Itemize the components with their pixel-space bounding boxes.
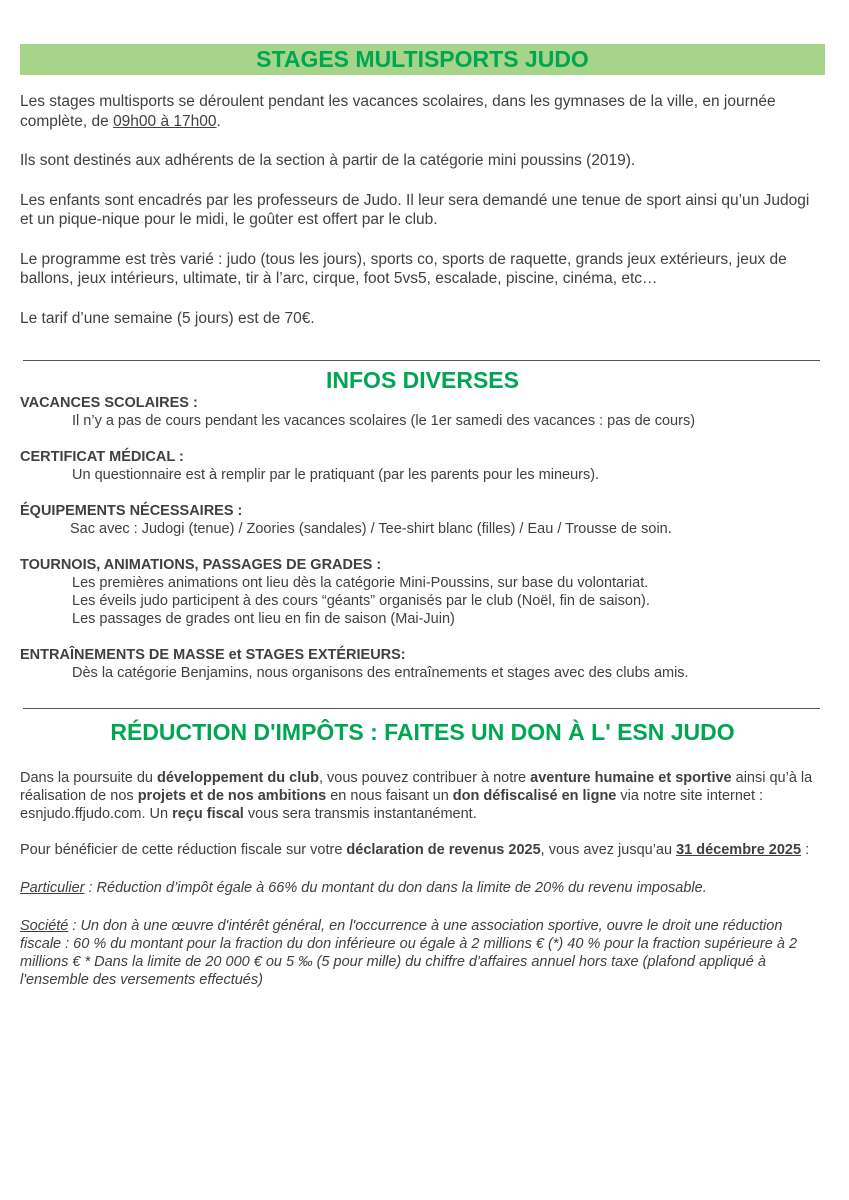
divider-1: [23, 360, 820, 361]
info-section-line: Les éveils judo participent à des cours “géants” organisés par le club (Noël, fin de saison).: [72, 593, 650, 609]
info-section-entrainements: [20, 646, 825, 682]
stages-paragraph-program: Le programme est très varié : judo (tous les jours), sports co, sports de raquette, grands jeux extérieurs, jeux de ballons, jeux intérieurs, ultimate, tir à l’arc, cirque, foot 5vs5, escalade, piscine, cinéma, etc…: [20, 250, 787, 287]
reduction-paragraph-don: Dans la poursuite du développement du club, vous pouvez contribuer à notre aventure humaine et sportive ainsi qu’à la réalisation de nos projets et de nos ambitions en nous faisant un don défiscalisé en ligne via notre site internet : esnjudo.ffjudo.com. Un reçu fiscal vous sera transmis instantanément.: [20, 770, 813, 822]
info-section-title: CERTIFICAT MÉDICAL :: [20, 449, 184, 465]
deadline-date: 31 décembre 2025: [676, 842, 802, 858]
infos-title: INFOS DIVERSES: [326, 367, 519, 393]
stages-paragraph-audience: Ils sont destinés aux adhérents de la section à partir de la catégorie mini poussins (2019).: [20, 152, 636, 169]
info-section-equipements: [20, 502, 825, 538]
divider-2: [23, 708, 820, 709]
info-section-line: Il n’y a pas de cours pendant les vacances scolaires (le 1er samedi des vacances : pas de cours): [72, 413, 696, 429]
document-page: [20, 44, 825, 989]
info-section-title: ÉQUIPEMENTS NÉCESSAIRES :: [20, 503, 243, 519]
reduction-particulier: Particulier : Réduction d’impôt égale à 66% du montant du don dans la limite de 20% du revenu imposable.: [20, 880, 707, 896]
info-section-line: Sac avec : Judogi (tenue) / Zoories (sandales) / Tee-shirt blanc (filles) / Eau / Trousse de soin.: [70, 521, 672, 537]
reduction-title: RÉDUCTION D'IMPÔTS : FAITES UN DON À L' ESN JUDO: [110, 719, 735, 745]
stages-title-banner: STAGES MULTISPORTS JUDO: [20, 44, 825, 75]
info-section-certificat: [20, 448, 825, 484]
info-section-title: TOURNOIS, ANIMATIONS, PASSAGES DE GRADES :: [20, 557, 382, 573]
info-section-line: Un questionnaire est à remplir par le pratiquant (par les parents pour les mineurs).: [72, 467, 600, 483]
stages-paragraph-price: Le tarif d’une semaine (5 jours) est de 70€.: [20, 309, 315, 327]
stages-paragraph-supervision: Les enfants sont encadrés par les professeurs de Judo. Il leur sera demandé une tenue de sport ainsi qu’un Judogi et un pique-nique pour le midi, le goûter est offert par le club.: [20, 191, 810, 228]
info-section-line: Les passages de grades ont lieu en fin de saison (Mai-Juin): [72, 611, 455, 627]
reduction-societe: Société : Un don à une œuvre d'intérêt général, en l'occurrence à une association sportive, ouvre le droit une réduction fiscale : 60 % du montant pour la fraction du don inférieure ou égale à 2 millions € (*) 40 % pour la fraction supérieure à 2 millions € * Dans la limite de 20 000 € ou 5 ‰ (5 pour mille) du chiffre d'affaires annuel hors taxe (plafond appliqué à l'ensemble des versements effectués): [20, 918, 798, 988]
reduction-paragraph-deadline: Pour bénéficier de cette réduction fiscale sur votre déclaration de revenus 2025, vous avez jusqu’au 31 décembre 2025 :: [20, 842, 810, 858]
info-section-line: Les premières animations ont lieu dès la catégorie Mini-Poussins, sur base du volontariat.: [72, 575, 649, 591]
info-section-tournois: [20, 556, 825, 628]
stages-hours: 09h00 à 17h00: [113, 112, 217, 130]
info-section-title: ENTRAÎNEMENTS DE MASSE et STAGES EXTÉRIEURS:: [20, 647, 406, 663]
info-section-line: Dès la catégorie Benjamins, nous organisons des entraînements et stages avec des clubs amis.: [72, 665, 689, 681]
info-section-vacances: [20, 394, 825, 430]
stages-paragraph-schedule: Les stages multisports se déroulent pendant les vacances scolaires, dans les gymnases de la ville, en journée complète, de 09h00 à 17h00.: [20, 93, 776, 130]
info-section-title: VACANCES SCOLAIRES :: [20, 395, 198, 411]
